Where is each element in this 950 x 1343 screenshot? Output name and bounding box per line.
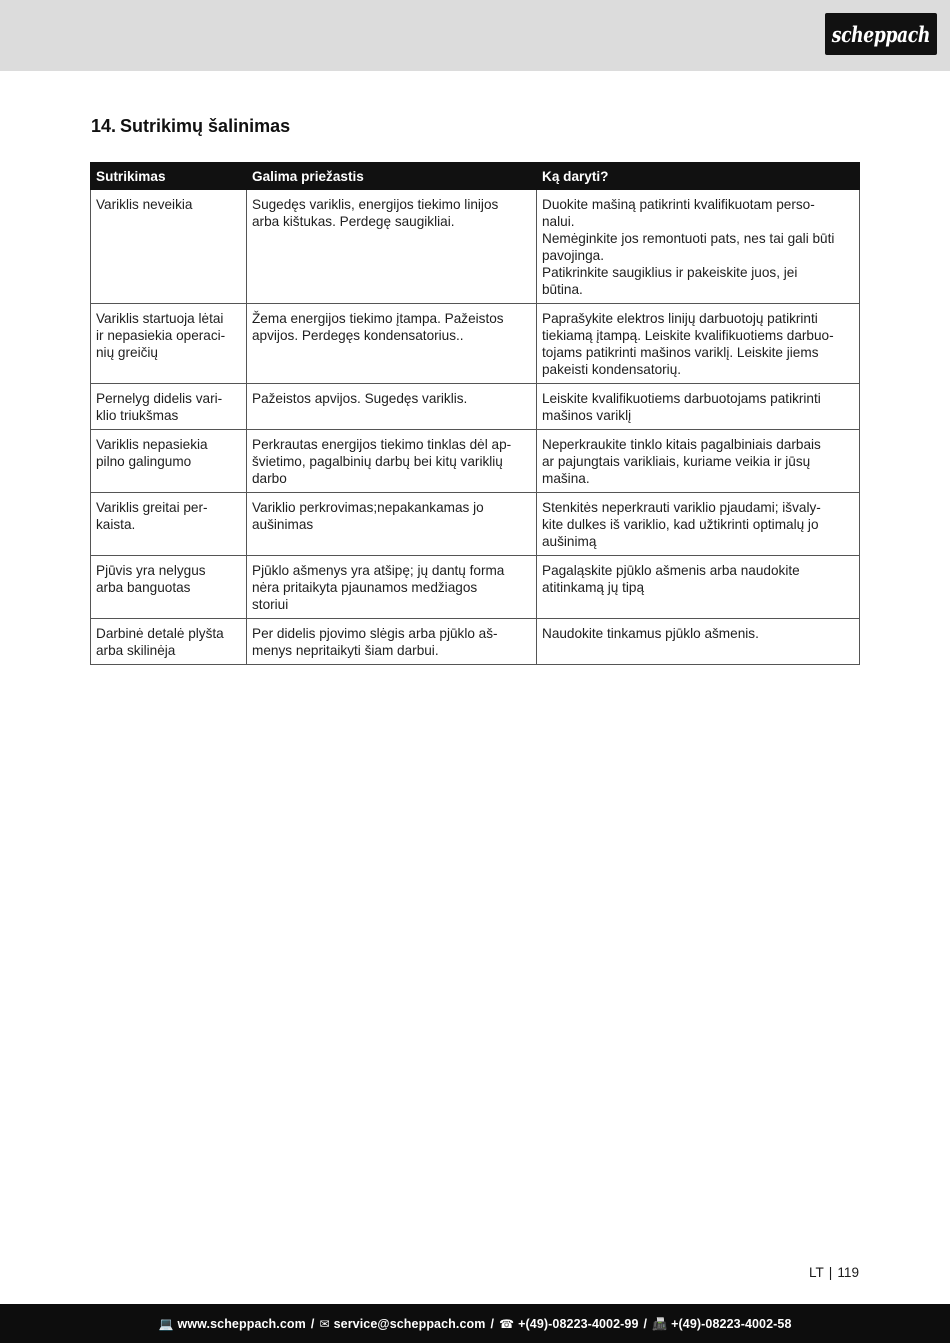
cell-text-line: mašinos variklį xyxy=(542,408,632,423)
cell-cause xyxy=(247,304,537,384)
logo-text: scheppach xyxy=(831,21,931,47)
envelope-icon: ✉ xyxy=(319,1316,330,1331)
cell-text-line: menys nepritaikyti šiam darbui. xyxy=(252,643,439,658)
table-row xyxy=(91,493,860,556)
cell-text-line: Duokite mašiną patikrinti kvalifikuotam perso- xyxy=(542,197,815,212)
cell-fault xyxy=(91,190,247,304)
cell-text-line: ir nepasiekia operaci- xyxy=(96,328,226,343)
footer-separator: / xyxy=(643,1316,648,1331)
table-row xyxy=(91,190,860,304)
cell-text-line: Per didelis pjovimo slėgis arba pjūklo aš- xyxy=(252,626,498,641)
cell-text-line: aušinimą xyxy=(542,534,597,549)
cell-text-line: nėra pritaikyta pjaunamos medžiagos xyxy=(252,580,478,595)
cell-cause xyxy=(247,619,537,665)
cell-text-line: švietimo, pagalbinių darbų bei kitų variklių xyxy=(252,454,503,469)
cell-text-line: atitinkamą jų tipą xyxy=(542,580,645,595)
cell-text-line: arba kištukas. Perdegę saugikliai. xyxy=(252,214,455,229)
cell-cause xyxy=(247,493,537,556)
cell-text-line: arba skilinėja xyxy=(96,643,176,658)
cell-text-line: kaista. xyxy=(96,517,136,532)
cell-text-line: Patikrinkite saugiklius ir pakeiskite juos, jei xyxy=(542,265,798,280)
cell-fault xyxy=(91,304,247,384)
table-row xyxy=(91,556,860,619)
cell-action xyxy=(537,384,860,430)
cell-text-line: Variklis startuoja lėtai xyxy=(96,311,224,326)
footer-website-link[interactable]: www.scheppach.com xyxy=(177,1316,306,1331)
footer-email-link[interactable]: service@scheppach.com xyxy=(333,1316,486,1331)
table-header-row xyxy=(91,163,860,190)
cell-text-line: tiekiamą įtampą. Leiskite kvalifikuotiems darbuo- xyxy=(542,328,834,343)
cell-text-line: darbo xyxy=(252,471,287,486)
cell-fault xyxy=(91,556,247,619)
table-row xyxy=(91,304,860,384)
fax-icon: 📠 xyxy=(652,1316,668,1331)
cell-text-line: Pjūvis yra nelygus xyxy=(96,563,206,578)
page-language: LT xyxy=(808,1265,824,1280)
cell-text-line: apvijos. Perdegęs kondensatorius.. xyxy=(252,328,464,343)
cell-text-line: storiui xyxy=(252,597,289,612)
cell-text-line: Pjūklo ašmenys yra atšipę; jų dantų forma xyxy=(252,563,505,578)
column-header-cause: Galima priežastis xyxy=(247,163,537,190)
cell-text-line: Pernelyg didelis vari- xyxy=(96,391,223,406)
cell-action xyxy=(537,619,860,665)
footer-phone: +(49)-08223-4002-99 xyxy=(518,1316,639,1331)
table-row xyxy=(91,430,860,493)
cell-text-line: Neperkraukite tinklo kitais pagalbiniais darbais xyxy=(542,437,821,452)
cell-text-line: nalui. xyxy=(542,214,575,229)
page-separator: | xyxy=(828,1265,833,1280)
cell-action xyxy=(537,556,860,619)
cell-text-line: Pažeistos apvijos. Sugedęs variklis. xyxy=(252,391,468,406)
cell-action xyxy=(537,430,860,493)
cell-text-line: Variklio perkrovimas;nepakankamas jo xyxy=(252,500,484,515)
section-title-text: Sutrikimų šalinimas xyxy=(120,116,291,136)
cell-text-line: aušinimas xyxy=(252,517,314,532)
cell-text-line: kite dulkes iš variklio, kad užtikrinti optimalų jo xyxy=(542,517,819,532)
cell-text-line: tojams patikrinti mašinos variklį. Leiskite jiems xyxy=(542,345,819,360)
cell-text-line: Paprašykite elektros linijų darbuotojų patikrinti xyxy=(542,311,818,326)
cell-text-line: Nemėginkite jos remontuoti pats, nes tai gali būti xyxy=(542,231,835,246)
cell-fault xyxy=(91,493,247,556)
cell-text-line: Stenkitės neperkrauti variklio pjaudami; išvaly- xyxy=(542,500,821,515)
cell-text-line: ar pajungtais varikliais, kuriame veikia ir jūsų xyxy=(542,454,811,469)
cell-text-line: mašina. xyxy=(542,471,590,486)
header-bar xyxy=(0,0,950,71)
cell-text-line: pilno galingumo xyxy=(96,454,192,469)
cell-cause xyxy=(247,190,537,304)
cell-text-line: Perkrautas energijos tiekimo tinklas dėl ap- xyxy=(252,437,512,452)
cell-text-line: arba banguotas xyxy=(96,580,191,595)
computer-icon: 💻 xyxy=(158,1316,174,1331)
footer-separator: / xyxy=(490,1316,495,1331)
cell-text-line: pavojinga. xyxy=(542,248,604,263)
table-row xyxy=(91,619,860,665)
section-title xyxy=(91,116,290,137)
scheppach-logo xyxy=(825,13,937,55)
cell-action xyxy=(537,304,860,384)
cell-cause xyxy=(247,384,537,430)
cell-text-line: Leiskite kvalifikuotiems darbuotojams patikrinti xyxy=(542,391,821,406)
cell-fault xyxy=(91,384,247,430)
cell-cause xyxy=(247,430,537,493)
footer-bar xyxy=(0,1304,950,1343)
cell-text-line: Pagaląskite pjūklo ašmenis arba naudokite xyxy=(542,563,800,578)
cell-text-line: Darbinė detalė plyšta xyxy=(96,626,224,641)
cell-text-line: klio triukšmas xyxy=(96,408,179,423)
footer-separator: / xyxy=(310,1316,315,1331)
cell-text-line: Variklis greitai per- xyxy=(96,500,208,515)
cell-text-line: Naudokite tinkamus pjūklo ašmenis. xyxy=(542,626,759,641)
cell-fault xyxy=(91,619,247,665)
cell-text-line: Variklis neveikia xyxy=(96,197,193,212)
cell-fault xyxy=(91,430,247,493)
cell-text-line: nių greičių xyxy=(96,345,158,360)
footer-fax: +(49)-08223-4002-58 xyxy=(671,1316,792,1331)
cell-text-line: pakeisti kondensatorių. xyxy=(542,362,682,377)
cell-action xyxy=(537,190,860,304)
section-number: 14. xyxy=(91,116,117,136)
page-number xyxy=(809,1265,859,1280)
cell-text-line: būtina. xyxy=(542,282,583,297)
cell-action xyxy=(537,493,860,556)
troubleshooting-table xyxy=(90,162,860,665)
page-number-value: 119 xyxy=(837,1265,859,1280)
table-row xyxy=(91,384,860,430)
cell-text-line: Sugedęs variklis, energijos tiekimo linijos xyxy=(252,197,499,212)
cell-text-line: Žema energijos tiekimo įtampa. Pažeistos xyxy=(252,311,504,326)
column-header-action: Ką daryti? xyxy=(537,163,860,190)
cell-cause xyxy=(247,556,537,619)
phone-icon: ☎ xyxy=(499,1316,515,1331)
cell-text-line: Variklis nepasiekia xyxy=(96,437,208,452)
column-header-fault: Sutrikimas xyxy=(91,163,247,190)
